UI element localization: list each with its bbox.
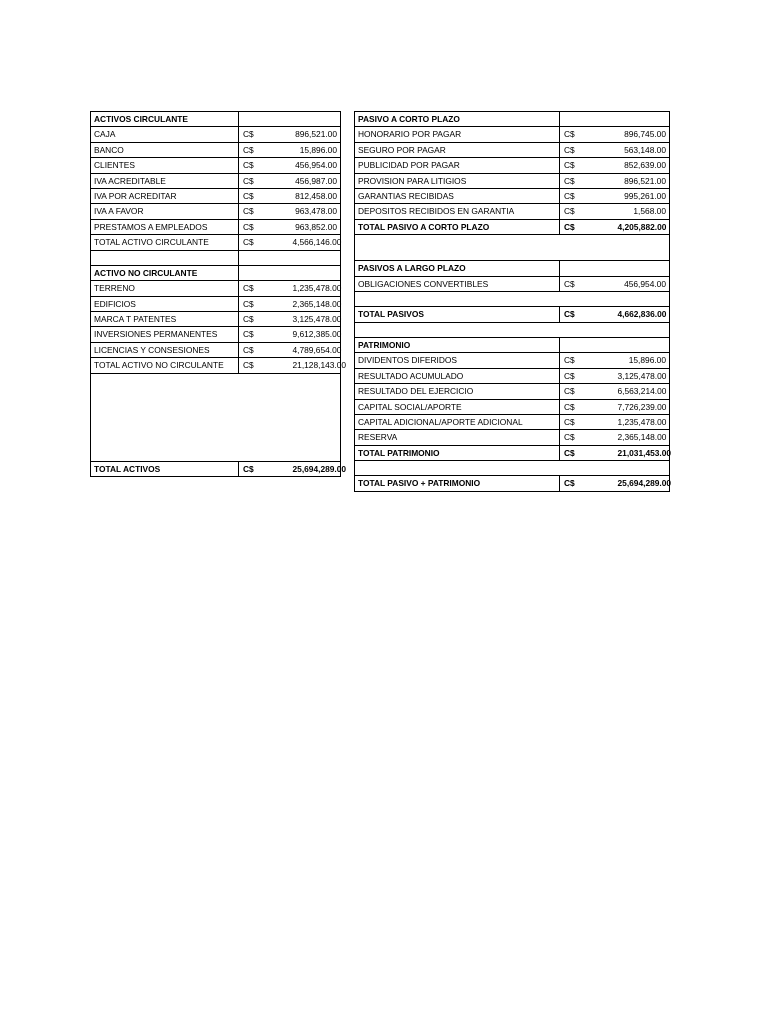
row-currency: C$ xyxy=(560,353,615,368)
section-header xyxy=(355,261,670,276)
row-currency: C$ xyxy=(560,384,615,399)
section-header xyxy=(91,265,341,280)
section-header xyxy=(355,112,670,127)
blank-row xyxy=(355,461,670,476)
row-currency: C$ xyxy=(239,312,290,327)
row-currency: C$ xyxy=(560,307,615,322)
row-label: TOTAL ACTIVO NO CIRCULANTE xyxy=(91,358,239,373)
row-amount: 6,563,214.00 xyxy=(615,384,670,399)
row-label: LICENCIAS Y CONSESIONES xyxy=(91,342,239,357)
grand-total-row xyxy=(355,476,670,491)
row-amount: 456,987.00 xyxy=(290,173,341,188)
blank-area xyxy=(91,373,341,461)
row-amount: 456,954.00 xyxy=(615,276,670,291)
table-row xyxy=(91,188,341,203)
table-row xyxy=(355,368,670,383)
row-amount: 812,458.00 xyxy=(290,188,341,203)
row-currency: C$ xyxy=(560,188,615,203)
row-label: INVERSIONES PERMANENTES xyxy=(91,327,239,342)
row-amount: 21,128,143.00 xyxy=(290,358,341,373)
row-currency: C$ xyxy=(239,461,290,476)
total-assets-row xyxy=(91,461,341,476)
row-currency: C$ xyxy=(239,142,290,157)
row-currency: C$ xyxy=(560,445,615,460)
table-row xyxy=(355,430,670,445)
row-label: RESERVA xyxy=(355,430,560,445)
row-label: IVA A FAVOR xyxy=(91,204,239,219)
header-blank-cell xyxy=(560,112,670,127)
table-row xyxy=(355,204,670,219)
row-amount: 9,612,385.00 xyxy=(290,327,341,342)
row-label: TOTAL ACTIVO CIRCULANTE xyxy=(91,235,239,250)
liabilities-column xyxy=(354,111,670,492)
row-amount: 25,694,289.00 xyxy=(290,461,341,476)
table-row xyxy=(355,127,670,142)
non-current-assets-header: ACTIVO NO CIRCULANTE xyxy=(91,265,239,280)
row-currency: C$ xyxy=(560,173,615,188)
table-row xyxy=(91,358,341,373)
row-amount: 4,566,146.00 xyxy=(290,235,341,250)
long-term-header: PASIVOS A LARGO PLAZO xyxy=(355,261,560,276)
row-amount: 1,235,478.00 xyxy=(290,281,341,296)
row-amount: 3,125,478.00 xyxy=(290,312,341,327)
current-assets-header: ACTIVOS CIRCULANTE xyxy=(91,112,239,127)
table-row xyxy=(355,276,670,291)
row-label: HONORARIO POR PAGAR xyxy=(355,127,560,142)
row-amount: 2,365,148.00 xyxy=(290,296,341,311)
row-label: PUBLICIDAD POR PAGAR xyxy=(355,158,560,173)
table-row xyxy=(91,235,341,250)
row-currency: C$ xyxy=(239,358,290,373)
row-label: MARCA T PATENTES xyxy=(91,312,239,327)
blank-row xyxy=(355,291,670,306)
section-header xyxy=(91,112,341,127)
row-amount: 4,662,836.00 xyxy=(615,307,670,322)
row-currency: C$ xyxy=(239,281,290,296)
table-row xyxy=(355,353,670,368)
liabilities-table xyxy=(354,111,670,492)
row-currency: C$ xyxy=(560,415,615,430)
table-row xyxy=(91,327,341,342)
table-row xyxy=(355,415,670,430)
table-row xyxy=(355,399,670,414)
row-amount: 563,148.00 xyxy=(615,142,670,157)
table-row xyxy=(355,158,670,173)
header-blank-cell xyxy=(560,261,670,276)
row-label: CAJA xyxy=(91,127,239,142)
row-amount: 963,478.00 xyxy=(290,204,341,219)
row-amount: 15,896.00 xyxy=(290,142,341,157)
row-label: DIVIDENTOS DIFERIDOS xyxy=(355,353,560,368)
row-currency: C$ xyxy=(560,430,615,445)
row-currency: C$ xyxy=(560,158,615,173)
table-row xyxy=(91,342,341,357)
row-currency: C$ xyxy=(560,219,615,234)
row-amount: 4,205,882.00 xyxy=(615,219,670,234)
row-amount: 21,031,453.00 xyxy=(615,445,670,460)
row-label: TOTAL PASIVO + PATRIMONIO xyxy=(355,476,560,491)
row-label: CAPITAL ADICIONAL/APORTE ADICIONAL xyxy=(355,415,560,430)
row-amount: 995,261.00 xyxy=(615,188,670,203)
total-equity-row xyxy=(355,445,670,460)
blank-row xyxy=(91,250,341,265)
row-label: RESULTADO DEL EJERCICIO xyxy=(355,384,560,399)
row-amount: 1,568.00 xyxy=(615,204,670,219)
row-currency: C$ xyxy=(239,158,290,173)
table-row xyxy=(91,312,341,327)
table-row xyxy=(91,142,341,157)
row-label: BANCO xyxy=(91,142,239,157)
row-currency: C$ xyxy=(239,327,290,342)
row-currency: C$ xyxy=(560,276,615,291)
table-row xyxy=(355,188,670,203)
row-currency: C$ xyxy=(239,173,290,188)
row-currency: C$ xyxy=(560,142,615,157)
row-label: TOTAL ACTIVOS xyxy=(91,461,239,476)
row-currency: C$ xyxy=(560,127,615,142)
short-term-total-row xyxy=(355,219,670,234)
row-label: IVA POR ACREDITAR xyxy=(91,188,239,203)
row-label: TOTAL PASIVO A CORTO PLAZO xyxy=(355,219,560,234)
row-label: TOTAL PATRIMONIO xyxy=(355,445,560,460)
assets-column xyxy=(90,111,347,477)
blank-row xyxy=(355,235,670,261)
row-label: RESULTADO ACUMULADO xyxy=(355,368,560,383)
row-amount: 15,896.00 xyxy=(615,353,670,368)
table-row xyxy=(355,142,670,157)
header-blank-cell xyxy=(239,112,341,127)
table-row xyxy=(91,204,341,219)
table-row xyxy=(355,384,670,399)
row-amount: 3,125,478.00 xyxy=(615,368,670,383)
row-label: IVA ACREDITABLE xyxy=(91,173,239,188)
row-currency: C$ xyxy=(239,204,290,219)
table-row xyxy=(91,173,341,188)
table-row xyxy=(91,127,341,142)
balance-sheet xyxy=(90,111,672,489)
row-amount: 1,235,478.00 xyxy=(615,415,670,430)
row-currency: C$ xyxy=(560,368,615,383)
row-amount: 896,521.00 xyxy=(290,127,341,142)
row-currency: C$ xyxy=(239,296,290,311)
row-amount: 25,694,289.00 xyxy=(615,476,670,491)
row-amount: 4,789,654.00 xyxy=(290,342,341,357)
equity-header: PATRIMONIO xyxy=(355,338,560,353)
row-label: GARANTIAS RECIBIDAS xyxy=(355,188,560,203)
row-currency: C$ xyxy=(239,127,290,142)
row-currency: C$ xyxy=(560,476,615,491)
row-amount: 456,954.00 xyxy=(290,158,341,173)
table-row xyxy=(91,158,341,173)
row-label: TOTAL PASIVOS xyxy=(355,307,560,322)
row-label: PROVISION PARA LITIGIOS xyxy=(355,173,560,188)
short-term-header: PASIVO A CORTO PLAZO xyxy=(355,112,560,127)
row-amount: 896,521.00 xyxy=(615,173,670,188)
table-row xyxy=(91,219,341,234)
table-row xyxy=(91,281,341,296)
row-currency: C$ xyxy=(560,204,615,219)
row-label: TERRENO xyxy=(91,281,239,296)
row-amount: 963,852.00 xyxy=(290,219,341,234)
row-label: DEPOSITOS RECIBIDOS EN GARANTIA xyxy=(355,204,560,219)
table-row xyxy=(355,173,670,188)
row-currency: C$ xyxy=(239,235,290,250)
row-amount: 2,365,148.00 xyxy=(615,430,670,445)
row-currency: C$ xyxy=(239,342,290,357)
row-label: EDIFICIOS xyxy=(91,296,239,311)
section-header xyxy=(355,338,670,353)
row-amount: 896,745.00 xyxy=(615,127,670,142)
header-blank-cell xyxy=(560,338,670,353)
blank-row xyxy=(355,322,670,337)
current-assets-table xyxy=(90,111,347,477)
row-amount: 7,726,239.00 xyxy=(615,399,670,414)
row-currency: C$ xyxy=(560,399,615,414)
row-currency: C$ xyxy=(239,188,290,203)
header-blank-cell xyxy=(239,265,341,280)
row-currency: C$ xyxy=(239,219,290,234)
total-liabilities-row xyxy=(355,307,670,322)
table-row xyxy=(91,296,341,311)
row-label: SEGURO POR PAGAR xyxy=(355,142,560,157)
row-label: OBLIGACIONES CONVERTIBLES xyxy=(355,276,560,291)
row-label: PRESTAMOS A EMPLEADOS xyxy=(91,219,239,234)
row-amount: 852,639.00 xyxy=(615,158,670,173)
row-label: CAPITAL SOCIAL/APORTE xyxy=(355,399,560,414)
row-label: CLIENTES xyxy=(91,158,239,173)
